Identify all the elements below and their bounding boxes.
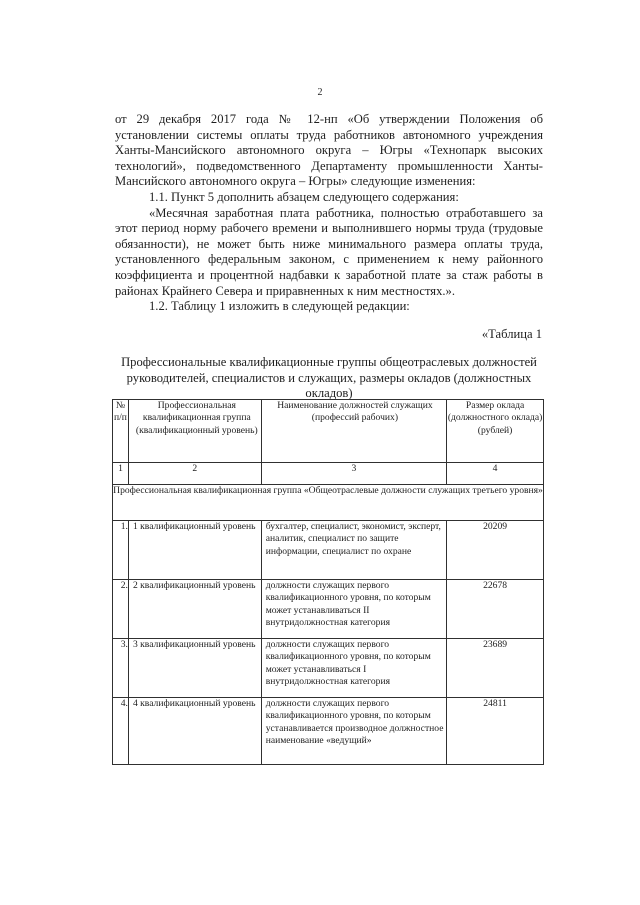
- row-number: 2.: [113, 580, 129, 639]
- table-header-row: [113, 400, 544, 463]
- salary-value: 22678: [447, 580, 544, 639]
- table-row: [113, 639, 544, 698]
- row-number: 1.: [113, 521, 129, 580]
- table-row: [113, 521, 544, 580]
- table-row: [113, 698, 544, 765]
- salary-table: [112, 399, 544, 765]
- salary-value: 24811: [447, 698, 544, 765]
- salary-value: 20209: [447, 521, 544, 580]
- group-name: Профессиональная квалификационная группа «Общеотраслевые должности служащих третьего уровня»: [113, 485, 544, 521]
- group-name-row: [113, 485, 544, 521]
- column-number-row: [113, 463, 544, 485]
- column-number: 3: [261, 463, 446, 485]
- page-number: 2: [317, 87, 323, 98]
- header-qualification-group: Профессиональная квалификационная группа (квалификационный уровень): [128, 400, 261, 463]
- row-number: 3.: [113, 639, 129, 698]
- column-number: 2: [128, 463, 261, 485]
- header-number: № п/п: [113, 400, 129, 463]
- row-number: 4.: [113, 698, 129, 765]
- table-title: Профессиональные квалификационные группы общеотраслевых должностей руководителей, специалистов и служащих, размеры окладов (должностных окладов): [121, 355, 537, 401]
- item-1-1: 1.1. Пункт 5 дополнить абзацем следующего содержания:: [149, 189, 459, 204]
- position-names: должности служащих первого квалификационного уровня, по которым может устанавливаться II внутридолжностная категория: [261, 580, 446, 639]
- qualification-level: 3 квалификационный уровень: [128, 639, 261, 698]
- qualification-level: 1 квалификационный уровень: [128, 521, 261, 580]
- table-row: [113, 580, 544, 639]
- column-number: 4: [447, 463, 544, 485]
- intro-paragraph: от 29 декабря 2017 года № 12-нп «Об утверждении Положения об установлении системы оплаты труда работников автономного учреждения Ханты-Мансийского автономного округа – Югры «Технопарк высоких технологий», подведомственного Департаменту промышленности Ханты-Мансийского автономного округа – Югры» следующие изменения:: [115, 112, 543, 189]
- qualification-level: 2 квалификационный уровень: [128, 580, 261, 639]
- column-number: 1: [113, 463, 129, 485]
- quoted-paragraph: «Месячная заработная плата работника, полностью отработавшего за этот период норму рабочего времени и выполнившего нормы труда (трудовые обязанности), не может быть ниже минимального размера оплаты труда, установленного федеральным законом, с применением к нему районного коэффициента и процентной надбавки к заработной плате за стаж работы в районах Крайнего Севера и приравненных к ним местностях.».: [115, 205, 543, 298]
- item-1-2: 1.2. Таблицу 1 изложить в следующей редакции:: [149, 299, 410, 314]
- position-names: должности служащих первого квалификационного уровня, по которым может устанавливаться I внутридолжностная категория: [261, 639, 446, 698]
- table-label: «Таблица 1: [481, 327, 542, 341]
- position-names: должности служащих первого квалификационного уровня, по которым устанавливается производное должностное наименование «ведущий»: [261, 698, 446, 765]
- position-names: бухгалтер, специалист, экономист, эксперт, аналитик, специалист по защите информации, специалист по охране: [261, 521, 446, 580]
- salary-value: 23689: [447, 639, 544, 698]
- header-salary: Размер оклада (должностного оклада) (рублей): [447, 400, 544, 463]
- qualification-level: 4 квалификационный уровень: [128, 698, 261, 765]
- document-body: [115, 112, 543, 315]
- header-position-names: Наименование должностей служащих (профессий рабочих): [261, 400, 446, 463]
